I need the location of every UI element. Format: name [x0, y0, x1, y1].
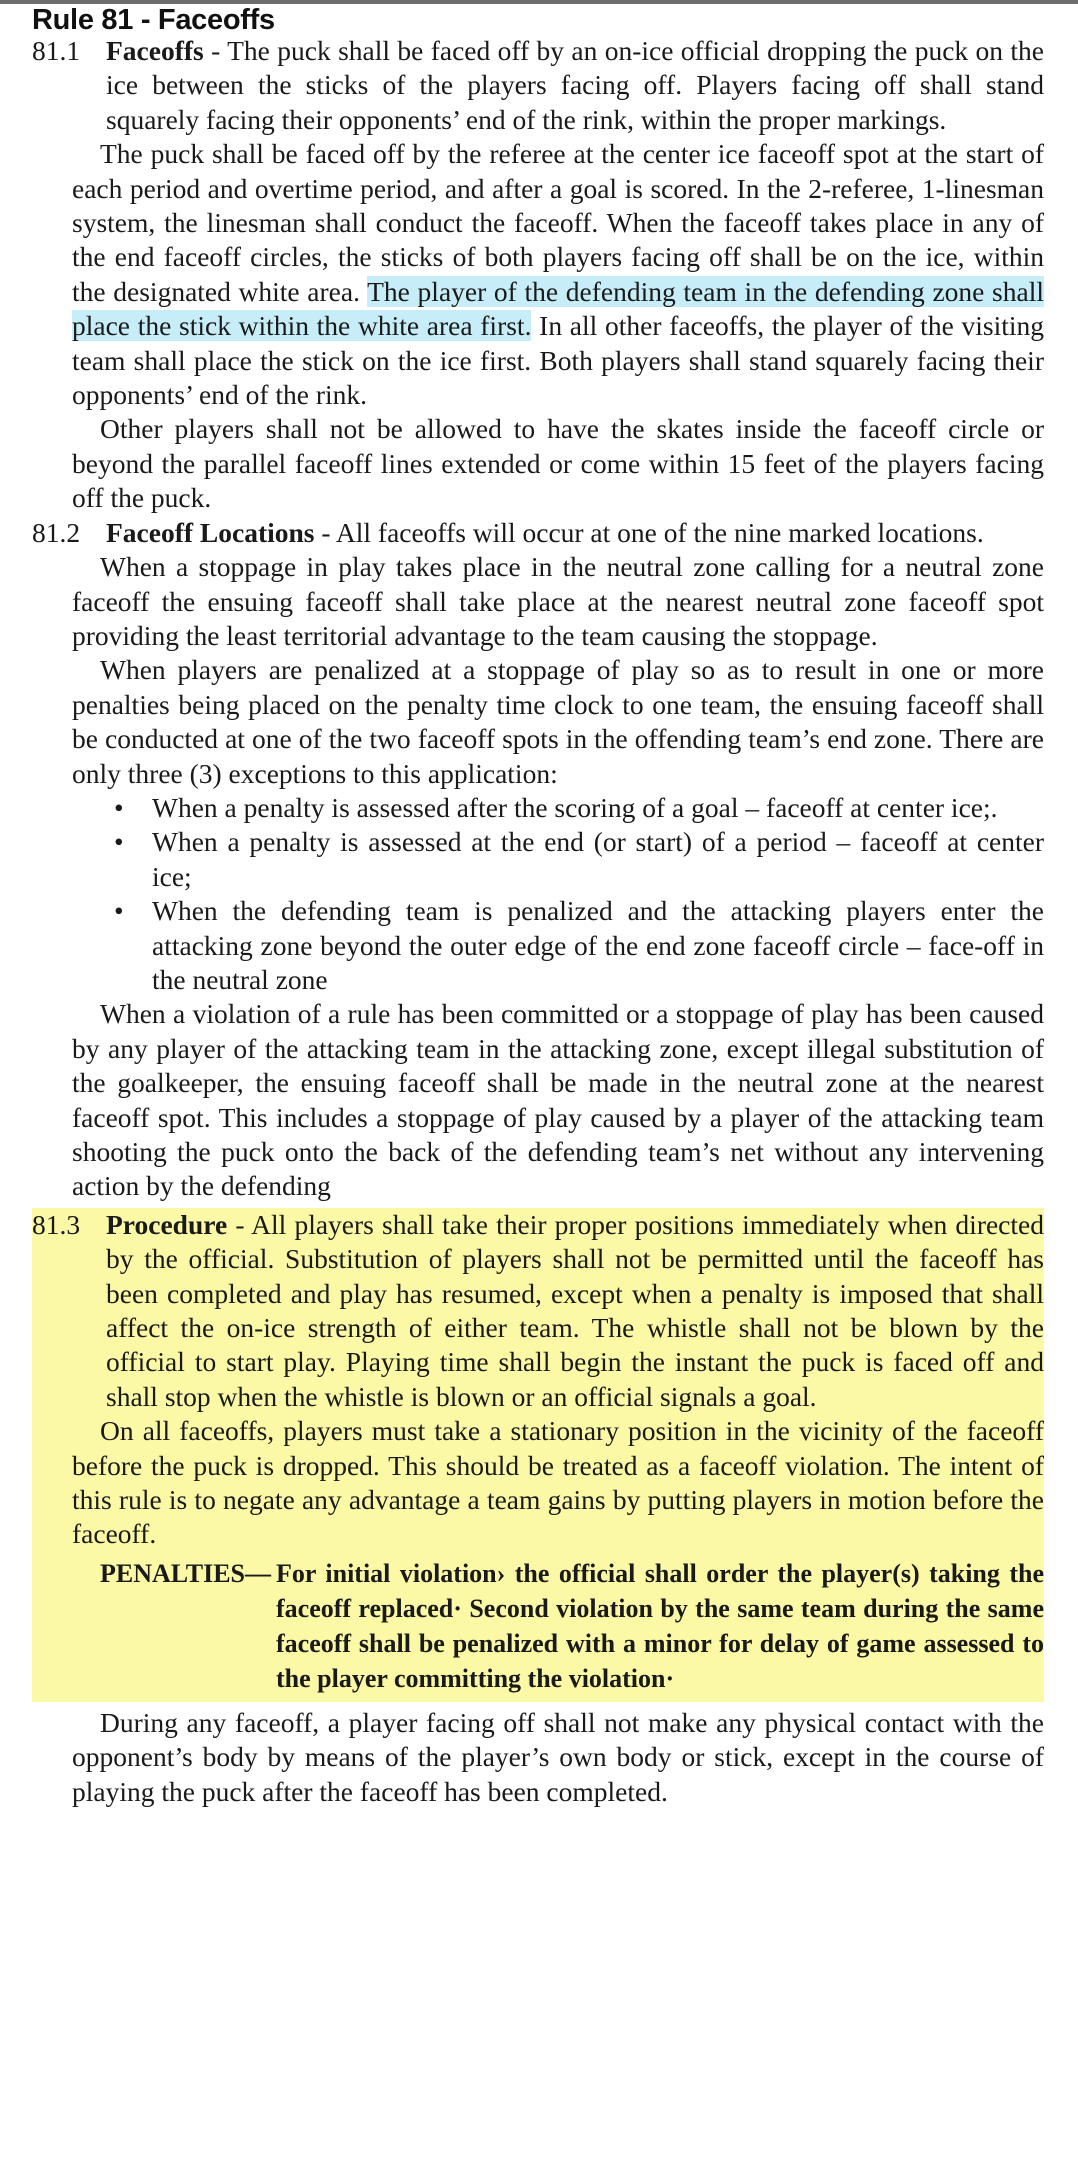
list-item-text: When the defending team is penalized and the attacking players enter the attacking zone beyond the outer edge of the end zone faceoff circle – face-off in the neutral zone — [152, 895, 1044, 995]
penalties-block — [32, 1556, 1044, 1696]
paragraph-text: The puck shall be faced off by the referee at the center ice faceoff spot at the start of each period and overtime period, and after a goal is scored. In the 2-referee, 1-linesman system, the linesman shall conduct the faceoff. When the faceoff takes place in any of the end faceoff circles, the sticks of both players facing off shall be on the ice, within the designated white area. — [72, 138, 1044, 307]
section-number: 81.3 — [32, 1208, 81, 1240]
paragraph-text: In all other faceoffs, the player of the visiting team shall place the stick on the ice first. Both players shall stand squarely facing their opponents’ end of the rink. — [72, 310, 1044, 411]
paragraph: When a stoppage in play takes place in the neutral zone calling for a neutral zone faceoff the ensuing faceoff shall take place at the nearest neutral zone faceoff spot providing the least territorial advantage to the team causing the stoppage. — [72, 551, 1044, 651]
rule-title: Rule 81 - Faceoffs — [32, 4, 275, 36]
section-number: 81.2 — [32, 516, 81, 548]
penalties-text: For initial violation› the official shall order the player(s) taking the faceoff replaced· Second violation by the same team during the same faceoff shall be penalized with a minor for delay of game assessed to the player committing the violation· — [276, 1558, 1044, 1693]
section-81-3 — [32, 1208, 1044, 1414]
yellow-highlight-block — [32, 1208, 1044, 1702]
paragraph: During any faceoff, a player facing off shall not make any physical contact with the opponent’s body by means of the player’s own body or stick, except in the course of playing the puck after the faceoff has been completed. — [72, 1706, 1044, 1807]
paragraph — [32, 137, 1044, 412]
paragraph: When players are penalized at a stoppage of play so as to result in one or more penalties being placed on the penalty time clock to one team, the ensuing faceoff shall be conducted at one of the two faceoff spots in the offending team’s end zone. There are only three (3) exceptions to this application: — [72, 654, 1044, 789]
blue-highlight: The player of the defending team in the defending zone shall place the stick within the white area first. — [72, 275, 1044, 342]
list-item-text: When a penalty is assessed at the end (or start) of a period – faceoff at center ice; — [152, 826, 1044, 892]
section-heading: Faceoffs — [106, 35, 204, 66]
bullet-icon: • — [114, 826, 124, 858]
bullet-icon: • — [114, 791, 124, 823]
section-81-1 — [32, 34, 1044, 137]
penalties-label: PENALTIES— — [100, 1558, 271, 1588]
section-intro: - All players shall take their proper positions immediately when directed by the official. Substitution of players shall not be permitted until the faceoff has been completed and play has resumed, except when a penalty is imposed that shall affect the on-ice strength of either team. The whistle shall not be blown by the official to start play. Playing time shall begin the instant the puck is faced off and shall stop when the whistle is blown or an official signals a goal. — [106, 1208, 1044, 1412]
section-intro: - The puck shall be faced off by an on-ice official dropping the puck on the ice between the sticks of the players facing off. Players facing off shall stand squarely facing their opponents’ end of the rink, within the proper markings. — [106, 35, 1044, 135]
section-number: 81.1 — [32, 35, 81, 66]
paragraph: When a violation of a rule has been committed or a stoppage of play has been caused by any player of the attacking team in the attacking zone, except illegal substitution of the goalkeeper, the ensuing faceoff shall be made in the neutral zone at the nearest faceoff spot. This includes a stoppage of play caused by a player of the attacking team shooting the puck onto the back of the defending team’s net without any intervening action by the defending — [72, 998, 1044, 1202]
section-intro: - All faceoffs will occur at one of the nine marked locations. — [314, 516, 984, 548]
list-item — [114, 894, 1044, 997]
section-heading: Faceoff Locations — [106, 516, 315, 548]
bullet-icon: • — [114, 895, 124, 927]
exceptions-list — [114, 791, 1044, 997]
list-item-text: When a penalty is assessed after the scoring of a goal – faceoff at center ice;. — [152, 791, 998, 823]
document-page — [32, 6, 1044, 1809]
paragraph: Other players shall not be allowed to have the skates inside the faceoff circle or beyond the parallel faceoff lines extended or come within 15 feet of the players facing off the puck. — [72, 413, 1044, 514]
list-item — [114, 825, 1044, 894]
list-item — [114, 791, 1044, 825]
section-heading: Procedure — [106, 1208, 228, 1240]
paragraph: On all faceoffs, players must take a stationary position in the vicinity of the faceoff before the puck is dropped. This should be treated as a faceoff violation. The intent of this rule is to negate any advantage a team gains by putting players in motion before the faceoff. — [72, 1415, 1044, 1550]
section-81-2 — [32, 516, 1044, 550]
